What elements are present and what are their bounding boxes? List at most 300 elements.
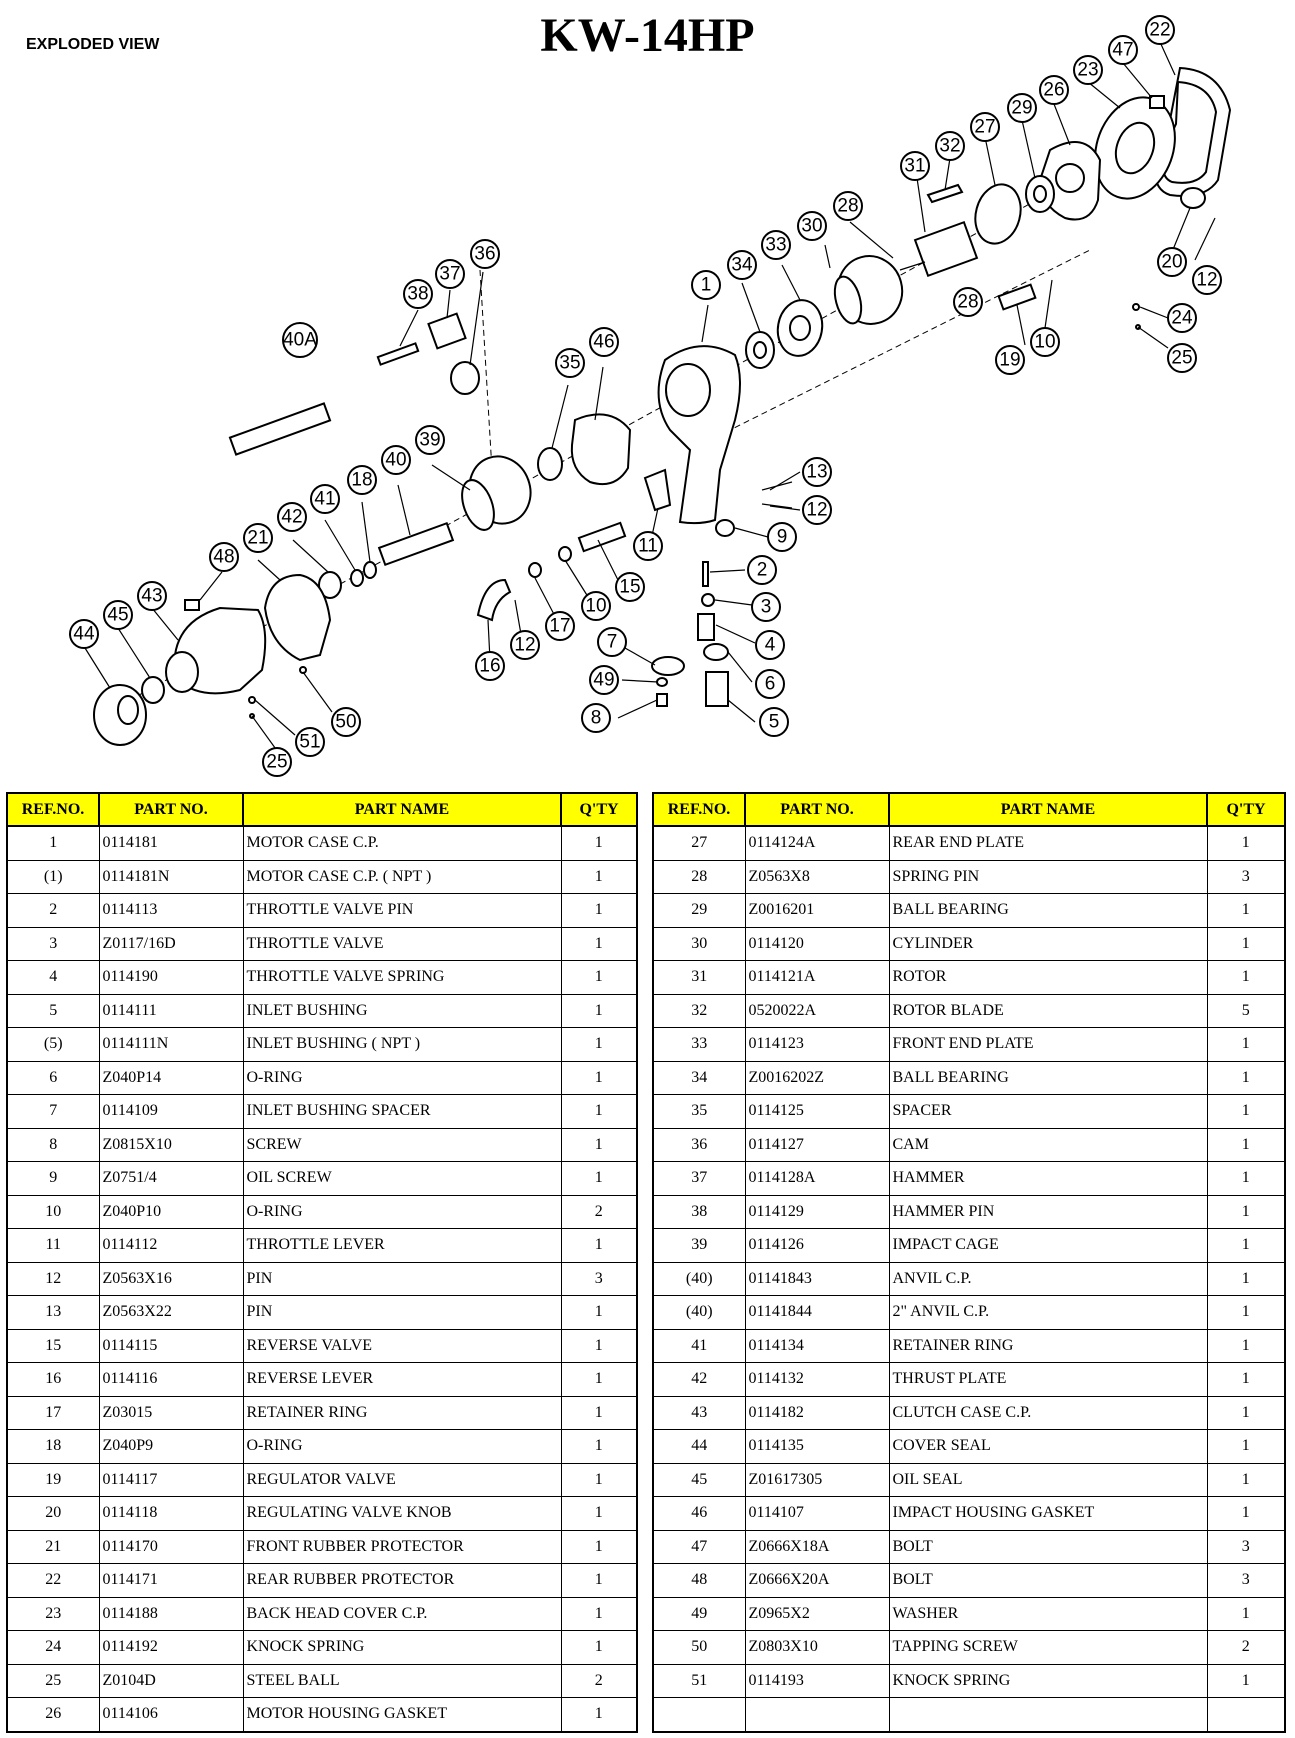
ref-no-cell: 44: [653, 1430, 745, 1464]
part-no-cell: Z0751/4: [99, 1162, 243, 1196]
qty-cell: 1: [561, 1296, 637, 1330]
table-row: [653, 994, 1285, 1028]
part-name-cell: O-RING: [243, 1061, 561, 1095]
svg-text:4: 4: [764, 634, 776, 656]
callout-12c: [511, 631, 539, 659]
part-name-cell: CAM: [889, 1128, 1207, 1162]
table-row: [7, 961, 637, 995]
part-no-cell: Z0666X18A: [745, 1530, 889, 1564]
table-row: [7, 1195, 637, 1229]
part-no-cell: 0114113: [99, 894, 243, 928]
table-row: [653, 1363, 1285, 1397]
part-no-cell: 0114117: [99, 1463, 243, 1497]
part-name-cell: TAPPING SCREW: [889, 1631, 1207, 1665]
svg-text:50: 50: [335, 711, 357, 733]
ref-no-cell: 20: [7, 1497, 99, 1531]
table-row: [7, 860, 637, 894]
qty-cell: 1: [1207, 1329, 1285, 1363]
svg-text:12: 12: [1196, 269, 1218, 291]
callout-26: [1040, 76, 1068, 104]
table-row: [7, 1396, 637, 1430]
table-row: [653, 1061, 1285, 1095]
part-name-cell: FRONT RUBBER PROTECTOR: [243, 1530, 561, 1564]
qty-cell: 1: [1207, 1664, 1285, 1698]
part-name-cell: MOTOR CASE C.P.: [243, 826, 561, 860]
table-row: [7, 1597, 637, 1631]
ref-no-cell: 3: [7, 927, 99, 961]
callout-31: [901, 152, 929, 180]
qty-cell: 1: [1207, 1296, 1285, 1330]
table-row: [653, 1631, 1285, 1665]
qty-cell: 1: [1207, 1597, 1285, 1631]
qty-cell: 2: [561, 1195, 637, 1229]
callout-28: [834, 192, 862, 220]
part-name-cell: THROTTLE VALVE: [243, 927, 561, 961]
part-no-cell: 0114190: [99, 961, 243, 995]
svg-text:12: 12: [806, 499, 828, 521]
table-row: [7, 1430, 637, 1464]
qty-cell: 1: [561, 1597, 637, 1631]
ref-no-cell: 2: [7, 894, 99, 928]
callout-12: [1193, 266, 1221, 294]
svg-text:40: 40: [385, 449, 407, 471]
svg-text:11: 11: [638, 535, 658, 557]
table-row: [653, 1195, 1285, 1229]
callout-38: [404, 280, 432, 308]
callout-4: [756, 631, 784, 659]
part-no-cell: 0114116: [99, 1363, 243, 1397]
ref-no-cell: 45: [653, 1463, 745, 1497]
qty-cell: 1: [1207, 1195, 1285, 1229]
callout-17: [546, 612, 574, 640]
ref-no-cell: 23: [7, 1597, 99, 1631]
part-no-cell: 0114124A: [745, 826, 889, 860]
part-no-cell: [745, 1698, 889, 1732]
svg-text:26: 26: [1043, 79, 1065, 101]
svg-text:9: 9: [776, 526, 788, 548]
table-row: [653, 1530, 1285, 1564]
ref-no-cell: 5: [7, 994, 99, 1028]
table-row: [7, 1631, 637, 1665]
part-name-cell: REVERSE VALVE: [243, 1329, 561, 1363]
ref-no-cell: 9: [7, 1162, 99, 1196]
part-no-cell: 0114127: [745, 1128, 889, 1162]
part-no-cell: 0114135: [745, 1430, 889, 1464]
table-row: [7, 927, 637, 961]
qty-cell: 1: [561, 860, 637, 894]
callout-30: [798, 212, 826, 240]
qty-cell: 1: [561, 961, 637, 995]
table-row: [7, 1664, 637, 1698]
qty-cell: 1: [561, 894, 637, 928]
svg-text:1: 1: [700, 274, 712, 296]
table-row: [653, 1296, 1285, 1330]
col-qty: Q'TY: [1207, 793, 1285, 826]
svg-text:49: 49: [593, 669, 615, 691]
callout-2: [748, 556, 776, 584]
part-no-cell: 0520022A: [745, 994, 889, 1028]
part-name-cell: THROTTLE LEVER: [243, 1229, 561, 1263]
part-no-cell: 0114182: [745, 1396, 889, 1430]
ref-no-cell: 30: [653, 927, 745, 961]
parts-table-right-body: [653, 826, 1285, 1732]
col-ref-no: REF.NO.: [7, 793, 99, 826]
qty-cell: 1: [561, 1698, 637, 1732]
svg-text:35: 35: [559, 352, 581, 374]
svg-text:30: 30: [801, 215, 823, 237]
svg-text:28: 28: [957, 291, 979, 313]
svg-text:24: 24: [1171, 307, 1193, 329]
svg-text:46: 46: [593, 331, 615, 353]
qty-cell: 3: [1207, 860, 1285, 894]
svg-text:44: 44: [73, 623, 95, 645]
qty-cell: 1: [561, 994, 637, 1028]
ref-no-cell: 26: [7, 1698, 99, 1732]
part-name-cell: RETAINER RING: [889, 1329, 1207, 1363]
table-row: [653, 1095, 1285, 1129]
table-row: [653, 1162, 1285, 1196]
part-name-cell: THROTTLE VALVE PIN: [243, 894, 561, 928]
svg-text:22: 22: [1149, 19, 1171, 41]
parts-table-left-body: [7, 826, 637, 1732]
callout-10: [1031, 328, 1059, 356]
svg-text:10: 10: [1034, 331, 1056, 353]
ref-no-cell: 48: [653, 1564, 745, 1598]
ref-no-cell: 36: [653, 1128, 745, 1162]
svg-text:6: 6: [764, 673, 776, 695]
callout-19: [996, 346, 1024, 374]
callout-46: [590, 328, 618, 356]
qty-cell: 1: [561, 1329, 637, 1363]
part-no-cell: 0114193: [745, 1664, 889, 1698]
callout-48: [210, 543, 238, 571]
ref-no-cell: 49: [653, 1597, 745, 1631]
part-no-cell: Z0563X8: [745, 860, 889, 894]
svg-text:34: 34: [731, 254, 753, 276]
part-name-cell: REVERSE LEVER: [243, 1363, 561, 1397]
callout-36: [471, 240, 499, 268]
part-no-cell: Z03015: [99, 1396, 243, 1430]
part-no-cell: 0114112: [99, 1229, 243, 1263]
exploded-view-label: EXPLODED VIEW: [26, 36, 160, 53]
callout-23: [1074, 56, 1102, 84]
ref-no-cell: 17: [7, 1396, 99, 1430]
table-row: [7, 1061, 637, 1095]
qty-cell: 1: [1207, 1028, 1285, 1062]
qty-cell: 1: [1207, 1396, 1285, 1430]
ref-no-cell: 46: [653, 1497, 745, 1531]
col-part-no: PART NO.: [99, 793, 243, 826]
part-name-cell: INLET BUSHING ( NPT ): [243, 1028, 561, 1062]
part-no-cell: 0114171: [99, 1564, 243, 1598]
qty-cell: 1: [561, 1061, 637, 1095]
callout-15: [616, 573, 644, 601]
svg-text:45: 45: [107, 604, 129, 626]
qty-cell: 1: [561, 1028, 637, 1062]
qty-cell: [1207, 1698, 1285, 1732]
part-name-cell: REGULATING VALVE KNOB: [243, 1497, 561, 1531]
part-no-cell: 0114107: [745, 1497, 889, 1531]
callout-8: [582, 704, 610, 732]
ref-no-cell: 11: [7, 1229, 99, 1263]
part-name-cell: OIL SEAL: [889, 1463, 1207, 1497]
ref-no-cell: 10: [7, 1195, 99, 1229]
part-name-cell: IMPACT CAGE: [889, 1229, 1207, 1263]
svg-text:31: 31: [904, 155, 926, 177]
part-no-cell: Z0965X2: [745, 1597, 889, 1631]
part-name-cell: O-RING: [243, 1195, 561, 1229]
qty-cell: 1: [561, 1128, 637, 1162]
part-name-cell: ANVIL C.P.: [889, 1262, 1207, 1296]
qty-cell: 1: [1207, 1262, 1285, 1296]
part-no-cell: 01141844: [745, 1296, 889, 1330]
part-name-cell: BACK HEAD COVER C.P.: [243, 1597, 561, 1631]
part-name-cell: REAR RUBBER PROTECTOR: [243, 1564, 561, 1598]
part-no-cell: Z0016201: [745, 894, 889, 928]
callout-13: [803, 458, 831, 486]
qty-cell: 1: [561, 1396, 637, 1430]
part-name-cell: INLET BUSHING SPACER: [243, 1095, 561, 1129]
table-row: [653, 1396, 1285, 1430]
ref-no-cell: 12: [7, 1262, 99, 1296]
part-name-cell: RETAINER RING: [243, 1396, 561, 1430]
col-qty: Q'TY: [561, 793, 637, 826]
callout-29: [1008, 94, 1036, 122]
ref-no-cell: 21: [7, 1530, 99, 1564]
svg-text:25: 25: [266, 751, 288, 773]
qty-cell: 1: [561, 1530, 637, 1564]
part-no-cell: Z0104D: [99, 1664, 243, 1698]
svg-text:18: 18: [351, 469, 373, 491]
svg-text:28: 28: [837, 195, 859, 217]
ref-no-cell: 38: [653, 1195, 745, 1229]
part-name-cell: 2" ANVIL C.P.: [889, 1296, 1207, 1330]
part-no-cell: 0114125: [745, 1095, 889, 1129]
part-no-cell: 0114192: [99, 1631, 243, 1665]
part-no-cell: 0114129: [745, 1195, 889, 1229]
part-name-cell: REAR END PLATE: [889, 826, 1207, 860]
part-name-cell: THRUST PLATE: [889, 1363, 1207, 1397]
table-row: [653, 860, 1285, 894]
table-row: [7, 1128, 637, 1162]
part-no-cell: 0114123: [745, 1028, 889, 1062]
table-row: [7, 1162, 637, 1196]
svg-text:16: 16: [479, 655, 501, 677]
callout-21: [244, 524, 272, 552]
table-row: [653, 1664, 1285, 1698]
part-no-cell: Z040P10: [99, 1195, 243, 1229]
ref-no-cell: 13: [7, 1296, 99, 1330]
svg-text:2: 2: [756, 559, 768, 581]
qty-cell: 1: [561, 927, 637, 961]
qty-cell: 1: [1207, 927, 1285, 961]
ref-no-cell: 34: [653, 1061, 745, 1095]
callout-6: [756, 670, 784, 698]
part-no-cell: 0114132: [745, 1363, 889, 1397]
callout-11: [634, 532, 662, 560]
col-part-name: PART NAME: [243, 793, 561, 826]
part-name-cell: REGULATOR VALVE: [243, 1463, 561, 1497]
part-name-cell: KNOCK SPRING: [889, 1664, 1207, 1698]
qty-cell: 1: [1207, 1497, 1285, 1531]
table-row: [653, 1329, 1285, 1363]
part-name-cell: O-RING: [243, 1430, 561, 1464]
part-name-cell: FRONT END PLATE: [889, 1028, 1207, 1062]
ref-no-cell: 24: [7, 1631, 99, 1665]
callout-9: [768, 523, 796, 551]
exploded-view-diagram: [0, 0, 1295, 790]
col-ref-no: REF.NO.: [653, 793, 745, 826]
part-no-cell: 0114111: [99, 994, 243, 1028]
qty-cell: 1: [1207, 1061, 1285, 1095]
table-row: [653, 1564, 1285, 1598]
qty-cell: 1: [1207, 894, 1285, 928]
callout-12b: [803, 496, 831, 524]
qty-cell: 2: [1207, 1631, 1285, 1665]
table-row: [653, 927, 1285, 961]
callout-16: [476, 652, 504, 680]
table-row: [653, 894, 1285, 928]
ref-no-cell: 6: [7, 1061, 99, 1095]
qty-cell: 1: [561, 1564, 637, 1598]
part-name-cell: SPACER: [889, 1095, 1207, 1129]
table-row: [7, 1698, 637, 1732]
table-row: [7, 1363, 637, 1397]
part-no-cell: 0114106: [99, 1698, 243, 1732]
qty-cell: 1: [1207, 1128, 1285, 1162]
ref-no-cell: 50: [653, 1631, 745, 1665]
table-row: [653, 1698, 1285, 1732]
part-name-cell: MOTOR CASE C.P. ( NPT ): [243, 860, 561, 894]
table-row: [7, 894, 637, 928]
part-name-cell: PIN: [243, 1296, 561, 1330]
callout-43: [138, 582, 166, 610]
qty-cell: 1: [1207, 1162, 1285, 1196]
qty-cell: 1: [561, 826, 637, 860]
callout-10b: [582, 592, 610, 620]
part-no-cell: 0114181: [99, 826, 243, 860]
ref-no-cell: 7: [7, 1095, 99, 1129]
part-no-cell: 0114115: [99, 1329, 243, 1363]
ref-no-cell: (40): [653, 1262, 745, 1296]
table-row: [7, 1095, 637, 1129]
svg-text:25: 25: [1171, 347, 1193, 369]
part-no-cell: 0114109: [99, 1095, 243, 1129]
svg-text:12: 12: [514, 634, 536, 656]
svg-text:20: 20: [1161, 251, 1183, 273]
qty-cell: 1: [1207, 1363, 1285, 1397]
part-name-cell: CYLINDER: [889, 927, 1207, 961]
table-row: [7, 1229, 637, 1263]
table-row: [653, 826, 1285, 860]
callout-35: [556, 349, 584, 377]
part-shapes: [94, 68, 1230, 745]
ref-no-cell: 22: [7, 1564, 99, 1598]
callout-42: [278, 503, 306, 531]
callout-28b: [954, 288, 982, 316]
callout-37: [436, 260, 464, 288]
callout-40: [382, 446, 410, 474]
ref-no-cell: 39: [653, 1229, 745, 1263]
svg-text:7: 7: [606, 631, 618, 653]
ref-no-cell: 18: [7, 1430, 99, 1464]
part-no-cell: Z0563X16: [99, 1262, 243, 1296]
part-name-cell: BOLT: [889, 1530, 1207, 1564]
part-name-cell: THROTTLE VALVE SPRING: [243, 961, 561, 995]
qty-cell: 2: [561, 1664, 637, 1698]
svg-text:36: 36: [474, 243, 496, 265]
ref-no-cell: 28: [653, 860, 745, 894]
callout-25: [1168, 344, 1196, 372]
part-name-cell: ROTOR BLADE: [889, 994, 1207, 1028]
part-name-cell: HAMMER: [889, 1162, 1207, 1196]
table-row: [7, 1530, 637, 1564]
part-name-cell: CLUTCH CASE C.P.: [889, 1396, 1207, 1430]
svg-text:15: 15: [619, 576, 641, 598]
table-row: [7, 1296, 637, 1330]
table-row: [653, 1128, 1285, 1162]
callout-24: [1168, 304, 1196, 332]
part-no-cell: 0114126: [745, 1229, 889, 1263]
part-name-cell: ROTOR: [889, 961, 1207, 995]
ref-no-cell: [653, 1698, 745, 1732]
table-row: [653, 1262, 1285, 1296]
table-row: [653, 1497, 1285, 1531]
page-title: KW-14HP: [540, 9, 755, 62]
svg-text:33: 33: [765, 234, 787, 256]
part-no-cell: Z0563X22: [99, 1296, 243, 1330]
ref-no-cell: 47: [653, 1530, 745, 1564]
table-row: [7, 994, 637, 1028]
part-no-cell: Z01617305: [745, 1463, 889, 1497]
qty-cell: 3: [1207, 1530, 1285, 1564]
svg-text:51: 51: [299, 731, 321, 753]
callout-33: [762, 231, 790, 259]
qty-cell: 1: [1207, 961, 1285, 995]
table-row: [7, 1463, 637, 1497]
part-no-cell: 0114120: [745, 927, 889, 961]
callout-22: [1146, 16, 1174, 44]
part-no-cell: Z0016202Z: [745, 1061, 889, 1095]
table-row: [7, 1262, 637, 1296]
part-no-cell: 0114181N: [99, 860, 243, 894]
ref-no-cell: 42: [653, 1363, 745, 1397]
qty-cell: 1: [1207, 1229, 1285, 1263]
svg-text:21: 21: [247, 527, 269, 549]
svg-text:41: 41: [314, 488, 336, 510]
svg-text:8: 8: [590, 707, 602, 729]
table-row: [7, 1497, 637, 1531]
svg-text:43: 43: [141, 585, 163, 607]
ref-no-cell: (40): [653, 1296, 745, 1330]
callout-40A: [283, 323, 317, 357]
part-name-cell: STEEL BALL: [243, 1664, 561, 1698]
svg-text:42: 42: [281, 506, 303, 528]
ref-no-cell: 41: [653, 1329, 745, 1363]
qty-cell: 1: [561, 1430, 637, 1464]
callout-45: [104, 601, 132, 629]
svg-text:5: 5: [768, 711, 780, 733]
part-name-cell: KNOCK SPRING: [243, 1631, 561, 1665]
svg-text:38: 38: [407, 283, 429, 305]
table-row: [653, 1229, 1285, 1263]
svg-text:32: 32: [939, 135, 961, 157]
part-name-cell: INLET BUSHING: [243, 994, 561, 1028]
part-name-cell: BALL BEARING: [889, 1061, 1207, 1095]
part-name-cell: BALL BEARING: [889, 894, 1207, 928]
callout-39: [416, 426, 444, 454]
parts-table-left: [6, 792, 638, 1733]
